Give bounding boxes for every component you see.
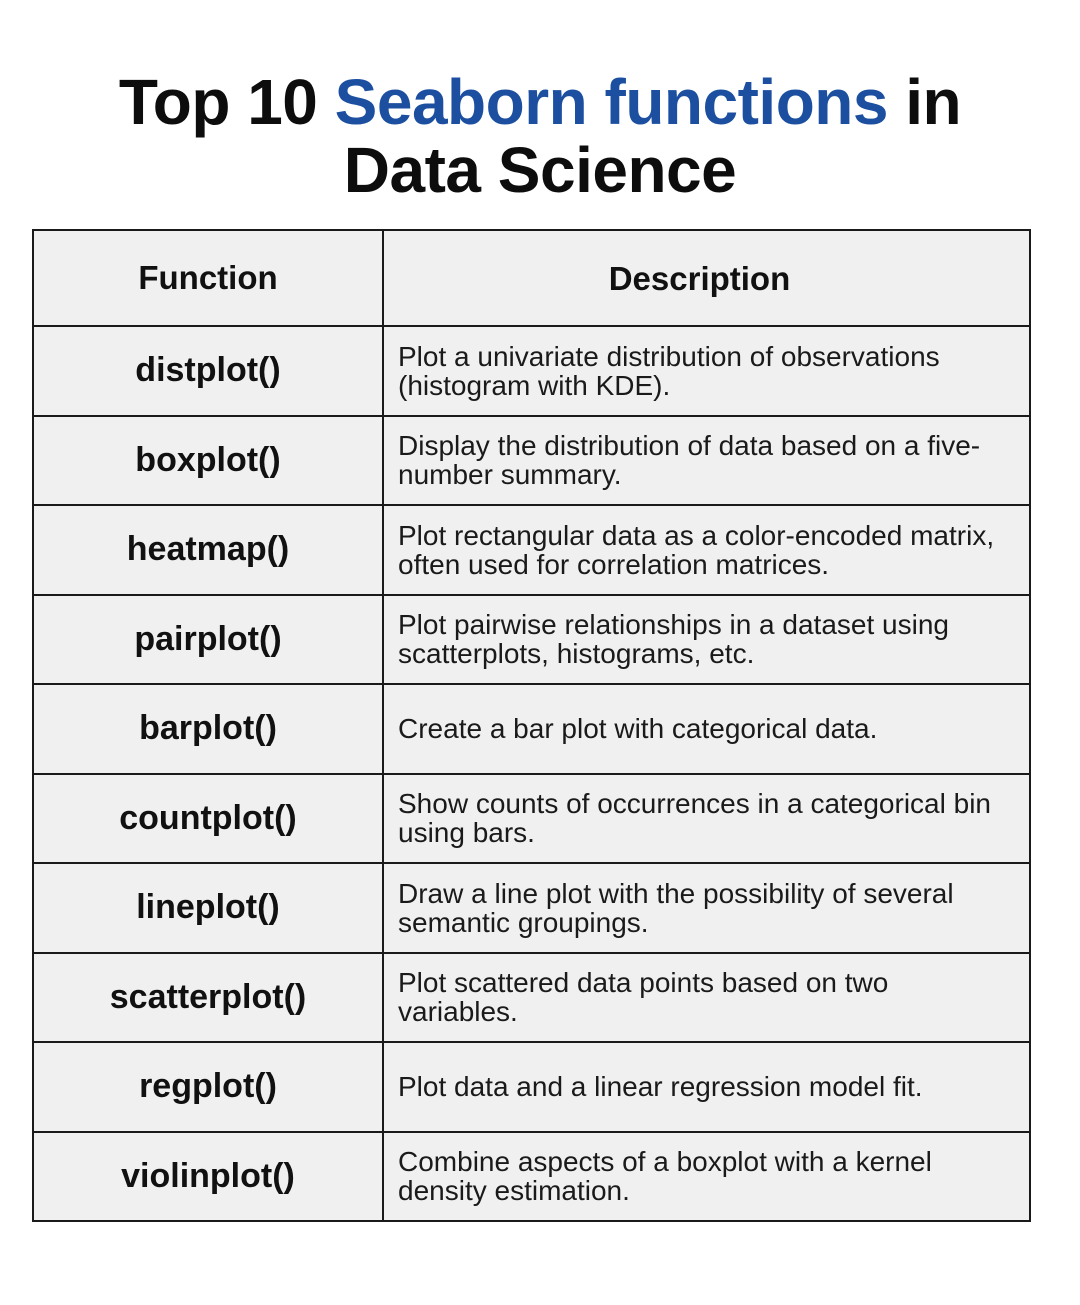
table-row bbox=[34, 1131, 1029, 1221]
table-row bbox=[34, 415, 1029, 505]
description-cell: Combine aspects of a boxplot with a kernel density estimation. bbox=[398, 1146, 932, 1207]
description-cell: Draw a line plot with the possibility of several semantic groupings. bbox=[398, 877, 954, 938]
functions-table bbox=[32, 229, 1031, 1222]
header-description: Description bbox=[608, 259, 791, 297]
table-row bbox=[34, 683, 1029, 773]
function-cell: pairplot() bbox=[34, 596, 384, 684]
table-header-row bbox=[34, 231, 1029, 325]
function-cell: regplot() bbox=[34, 1043, 384, 1131]
table-row bbox=[34, 504, 1029, 594]
function-cell: violinplot() bbox=[34, 1133, 384, 1221]
table-row bbox=[34, 594, 1029, 684]
table-row bbox=[34, 773, 1029, 863]
function-cell: distplot() bbox=[34, 327, 384, 415]
function-cell: barplot() bbox=[34, 685, 384, 773]
description-cell: Plot data and a linear regression model fit. bbox=[398, 1071, 923, 1103]
table-row bbox=[34, 325, 1029, 415]
function-cell: boxplot() bbox=[34, 417, 384, 505]
table-row bbox=[34, 862, 1029, 952]
title-highlight: Seaborn functions bbox=[334, 66, 888, 138]
title-suffix: in bbox=[887, 66, 962, 138]
description-cell: Display the distribution of data based on a five-number summary. bbox=[398, 430, 981, 491]
function-cell: countplot() bbox=[34, 775, 384, 863]
table-row bbox=[34, 952, 1029, 1042]
description-cell: Plot rectangular data as a color-encoded matrix, often used for correlation matrices. bbox=[398, 519, 995, 580]
description-cell: Plot scattered data points based on two variables. bbox=[398, 967, 889, 1028]
title-line2: Data Science bbox=[343, 134, 737, 206]
header-function: Function bbox=[34, 231, 384, 325]
table-row bbox=[34, 1041, 1029, 1131]
description-cell: Create a bar plot with categorical data. bbox=[398, 713, 878, 745]
description-cell: Plot a univariate distribution of observations (histogram with KDE). bbox=[398, 340, 940, 401]
function-cell: lineplot() bbox=[34, 864, 384, 952]
title-prefix: Top 10 bbox=[118, 66, 335, 138]
description-cell: Plot pairwise relationships in a dataset using scatterplots, histograms, etc. bbox=[398, 609, 949, 670]
description-cell: Show counts of occurrences in a categorical bin using bars. bbox=[398, 788, 991, 849]
page-title bbox=[0, 68, 1080, 204]
function-cell: heatmap() bbox=[34, 506, 384, 594]
function-cell: scatterplot() bbox=[34, 954, 384, 1042]
